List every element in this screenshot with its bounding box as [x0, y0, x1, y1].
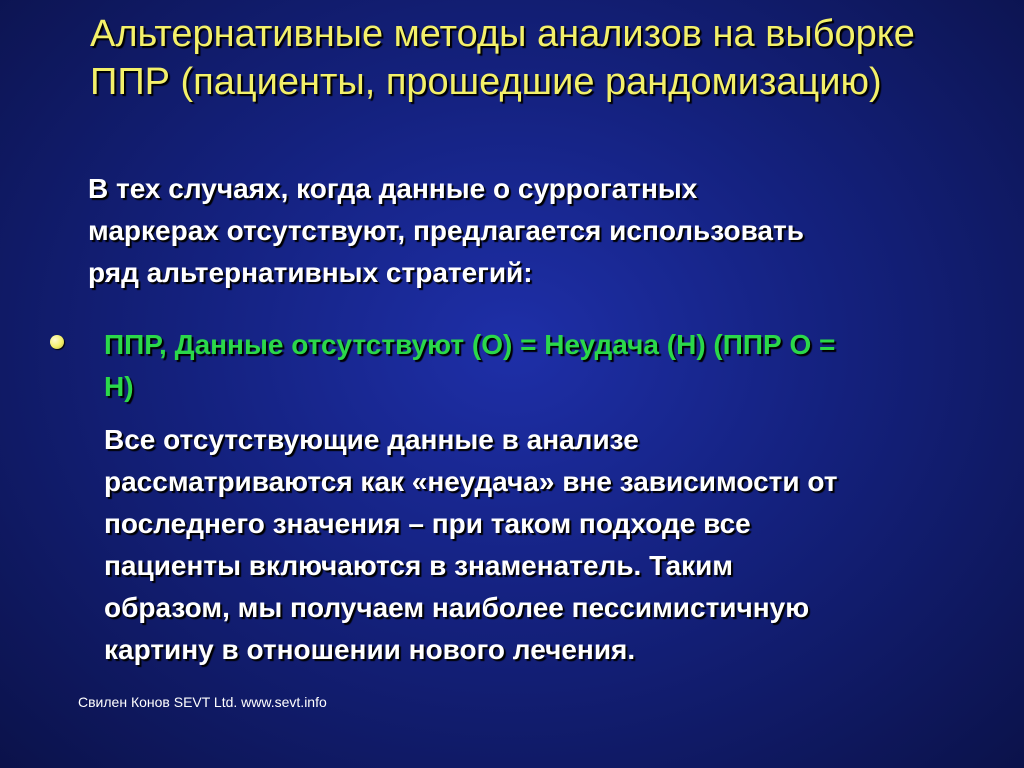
title-line: Альтернативные методы анализов на выборке	[90, 13, 915, 55]
intro-line: маркерах отсутствуют, предлагается использовать	[88, 215, 804, 246]
body-line: последнего значения – при таком подходе все	[104, 508, 751, 539]
body-line: рассматриваются как «неудача» вне зависимости от	[104, 466, 838, 497]
body-line: картину в отношении нового лечения.	[104, 634, 636, 665]
body-line: образом, мы получаем наиболее пессимистичную	[104, 592, 810, 623]
bullet-line: ППР, Данные отсутствуют (О) = Неудача (Н) (ППР О =	[104, 329, 836, 360]
bullet-item	[104, 324, 1004, 408]
body-line: пациенты включаются в знаменатель. Таким	[104, 550, 734, 581]
slide-footer: Свилен Конов SEVT Ltd. www.sevt.info	[78, 694, 327, 710]
intro-line: ряд альтернативных стратегий:	[88, 257, 533, 288]
slide-title	[90, 10, 990, 106]
title-line: ППР (пациенты, прошедшие рандомизацию)	[90, 61, 882, 103]
bullet-dot-icon	[50, 335, 64, 349]
intro-line: В тех случаях, когда данные о суррогатных	[88, 173, 698, 204]
body-paragraph	[104, 419, 1004, 671]
bullet-line: Н)	[104, 371, 134, 402]
body-line: Все отсутствующие данные в анализе	[104, 424, 639, 455]
intro-paragraph	[88, 168, 988, 294]
